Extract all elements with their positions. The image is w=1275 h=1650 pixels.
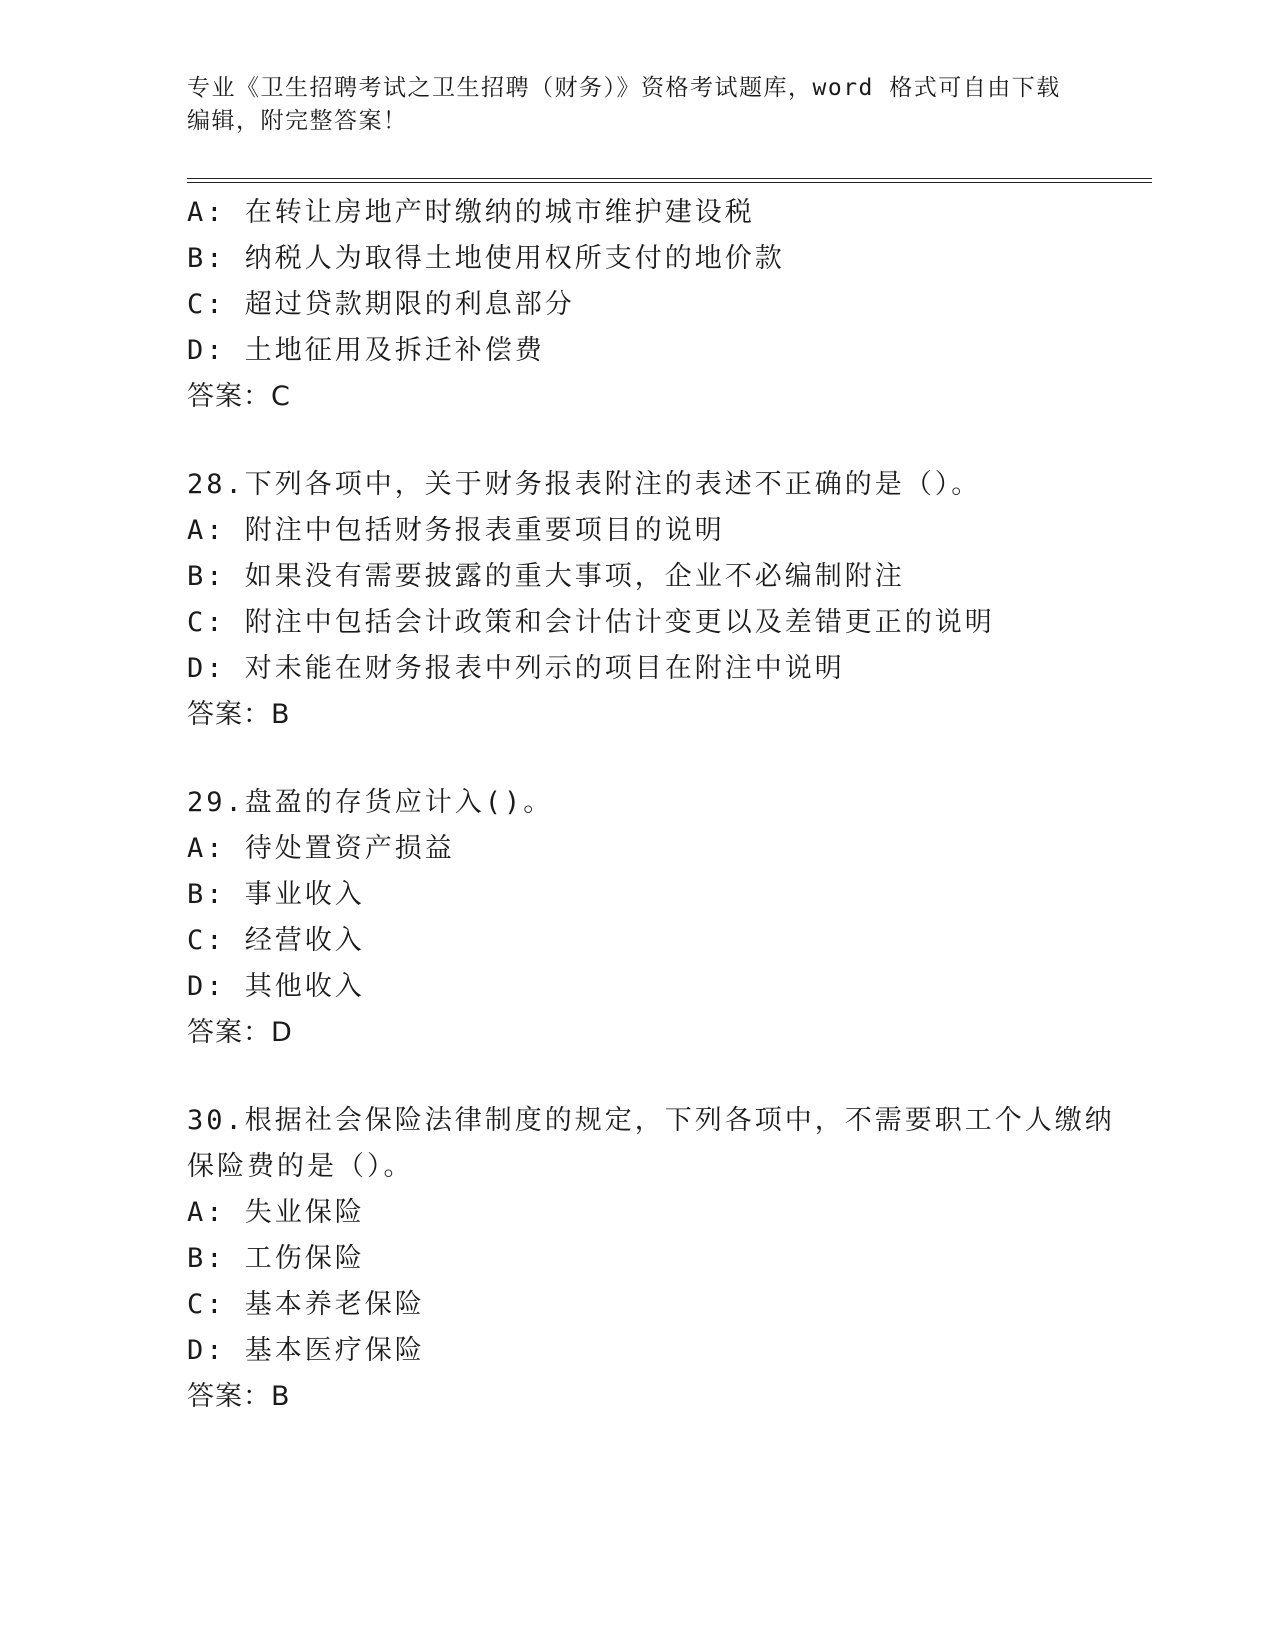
option-a: A: 附注中包括财务报表重要项目的说明 <box>187 515 725 546</box>
question-30 <box>187 1098 1137 1420</box>
question-27-continued <box>187 190 1137 420</box>
option-a: A: 在转让房地产时缴纳的城市维护建设税 <box>187 197 755 228</box>
question-stem-line-2: 保险费的是（）。 <box>187 1151 414 1182</box>
header-rule-double <box>187 182 1152 183</box>
option-c: C: 超过贷款期限的利息部分 <box>187 289 575 320</box>
option-c: C: 附注中包括会计政策和会计估计变更以及差错更正的说明 <box>187 607 995 638</box>
question-stem-line-1: 30.根据社会保险法律制度的规定，下列各项中，不需要职工个人缴纳 <box>187 1105 1115 1136</box>
question-stem: 29.盘盈的存货应计入()。 <box>187 787 554 818</box>
option-c: C: 经营收入 <box>187 925 365 956</box>
question-stem: 28.下列各项中，关于财务报表附注的表述不正确的是（）。 <box>187 469 982 500</box>
question-29 <box>187 780 1137 1056</box>
answer: 答案：D <box>187 1017 293 1048</box>
answer: 答案：B <box>187 699 291 730</box>
option-b: B: 事业收入 <box>187 879 365 910</box>
option-a: A: 失业保险 <box>187 1197 365 1228</box>
header-line-1: 专业《卫生招聘考试之卫生招聘（财务）》资格考试题库，word 格式可自由下载 <box>187 75 1061 101</box>
question-28 <box>187 462 1137 738</box>
option-b: B: 纳税人为取得土地使用权所支付的地价款 <box>187 243 785 274</box>
option-d: D: 土地征用及拆迁补偿费 <box>187 335 545 366</box>
answer: 答案：B <box>187 1381 291 1412</box>
header-rule <box>187 178 1152 179</box>
document-body <box>187 190 1137 1420</box>
option-b: B: 工伤保险 <box>187 1243 365 1274</box>
option-a: A: 待处置资产损益 <box>187 833 455 864</box>
option-c: C: 基本养老保险 <box>187 1289 425 1320</box>
option-d: D: 对未能在财务报表中列示的项目在附注中说明 <box>187 653 845 684</box>
option-d: D: 其他收入 <box>187 971 365 1002</box>
document-header <box>187 72 1087 138</box>
option-d: D: 基本医疗保险 <box>187 1335 425 1366</box>
option-b: B: 如果没有需要披露的重大事项，企业不必编制附注 <box>187 561 905 592</box>
header-line-2: 编辑，附完整答案！ <box>187 108 408 134</box>
answer: 答案：C <box>187 381 291 412</box>
